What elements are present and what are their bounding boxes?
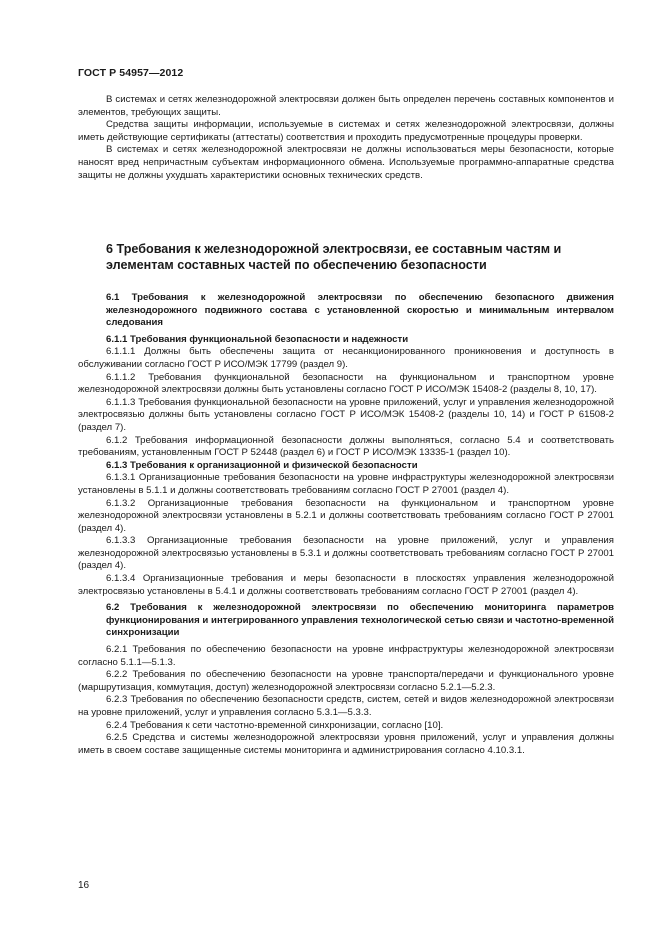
section-6-1-1-title: 6.1.1 Требования функциональной безопасности и надежности xyxy=(106,333,409,345)
paragraph-6-1-2: 6.1.2 Требования информационной безопасности должны выполняться, согласно 5.4 и соответствовать требованиям, установленным ГОСТ Р 52448 (раздел 6) и ГОСТ Р ИСО/МЭК 13335-1 (раздел 10). xyxy=(78,434,614,459)
paragraph-6-1-3-3: 6.1.3.3 Организационные требования безопасности на уровне приложений, услуг и управления железнодорожной электросвязью установлены в 5.3.1 и должны соответствовать требованиям согласно ГОСТ Р 27001 (раздел 4). xyxy=(78,535,614,572)
paragraph-6-2-5: 6.2.5 Средства и системы железнодорожной электросвязи уровня приложений, услуг и управления должны иметь в своем составе защищенные системы мониторинга и администрирования согласно 4.10.3.1. xyxy=(78,732,614,756)
intro-paragraph-1: В системах и сетях железнодорожной электросвязи должен быть определен перечень составных компонентов и элементов, требующих защиты. xyxy=(78,94,614,118)
section-6-1 xyxy=(78,292,614,757)
paragraph-6-2-1: 6.2.1 Требования по обеспечению безопасности на уровне инфраструктуры железнодорожной электросвязи согласно 5.1.1—5.1.3. xyxy=(78,644,614,668)
section-6-2-title: 6.2 Требования к железнодорожной электросвязи по обеспечению мониторинга параметров функционирования и интегрированного управления технологической сетью связи и частотно-временной синхронизации xyxy=(106,602,614,639)
paragraph-6-2-2: 6.2.2 Требования по обеспечению безопасности на уровне транспорта/передачи и функционального уровне (маршрутизация, коммутация, доступ) железнодорожной электросвязи согласно 5.2.1—5.2.3. xyxy=(78,669,614,693)
page-number: 16 xyxy=(78,880,90,891)
section-6-1-3-title: 6.1.3 Требования к организационной и физической безопасности xyxy=(106,459,418,471)
intro-block xyxy=(78,94,614,182)
paragraph-6-1-1-3: 6.1.1.3 Требования функциональной безопасности на уровне приложений, услуг и управления железнодорожной электросвязью должны быть установлены согласно ГОСТ Р ИСО/МЭК 15408-2 (разделы 10, 14) и ГОСТ Р 61508-2 (раздел 7). xyxy=(78,396,614,433)
paragraph-6-1-3-1: 6.1.3.1 Организационные требования безопасности на уровне инфраструктуры железнодорожной электросвязи установлены в 5.1.1 и должны соответствовать требованиям согласно ГОСТ Р 27001 (раздел 4). xyxy=(78,472,614,496)
paragraph-6-1-1-2: 6.1.1.2 Требования функциональной безопасности на функциональном и транспортном уровне железнодорожной электросвязи должны быть установлены согласно ГОСТ Р ИСО/МЭК 15408-2 (разделы 8, 10, 17). xyxy=(78,371,614,396)
paragraph-6-2-4: 6.2.4 Требования к сети частотно-временной синхронизации, согласно [10]. xyxy=(106,719,444,731)
document-header: ГОСТ Р 54957—2012 xyxy=(78,67,184,79)
intro-paragraph-2: Средства защиты информации, используемые в системах и сетях железнодорожной электросвязи, должны иметь действующие сертификаты (аттестаты) соответствия и проходить предусмотренные процедуры проверки. xyxy=(78,119,614,143)
intro-paragraph-3: В системах и сетях железнодорожной электросвязи не должны использоваться меры безопасности, которые наносят вред непричастным субъектам информационного обмена. Используемые программно-аппаратные средства защиты не должны ухудшать характеристики основных технических средств. xyxy=(78,144,614,181)
paragraph-6-1-1-1: 6.1.1.1 Должны быть обеспечены защита от несанкционированного проникновения и доступность в обслуживании согласно ГОСТ Р ИСО/МЭК 17799 (раздел 9). xyxy=(78,346,614,370)
paragraph-6-1-3-4: 6.1.3.4 Организационные требования и меры безопасности в плоскостях управления железнодорожной электросвязью установлены в 5.4.1 и должны соответствовать требованиям согласно ГОСТ Р 27001 (раздел 4). xyxy=(78,573,614,597)
section-6-title: 6 Требования к железнодорожной электросвязи, ее составным частям и элементам составных частей по обеспечению безопасности xyxy=(106,242,562,272)
paragraph-6-2-3: 6.2.3 Требования по обеспечению безопасности средств, систем, сетей и видов железнодорожной электросвязи на уровне приложений, услуг и управления согласно 5.3.1—5.3.3. xyxy=(78,694,614,718)
section-6-1-title: 6.1 Требования к железнодорожной электросвязи по обеспечению безопасного движения железнодорожного подвижного состава с установленной скоростью и минимальным интервалом следования xyxy=(106,292,614,329)
paragraph-6-1-3-2: 6.1.3.2 Организационные требования безопасности на функциональном и транспортном уровне железнодорожной электросвязи установлены в 5.2.1 и должны соответствовать требованиям согласно ГОСТ Р 27001 (раздел 4). xyxy=(78,497,614,534)
